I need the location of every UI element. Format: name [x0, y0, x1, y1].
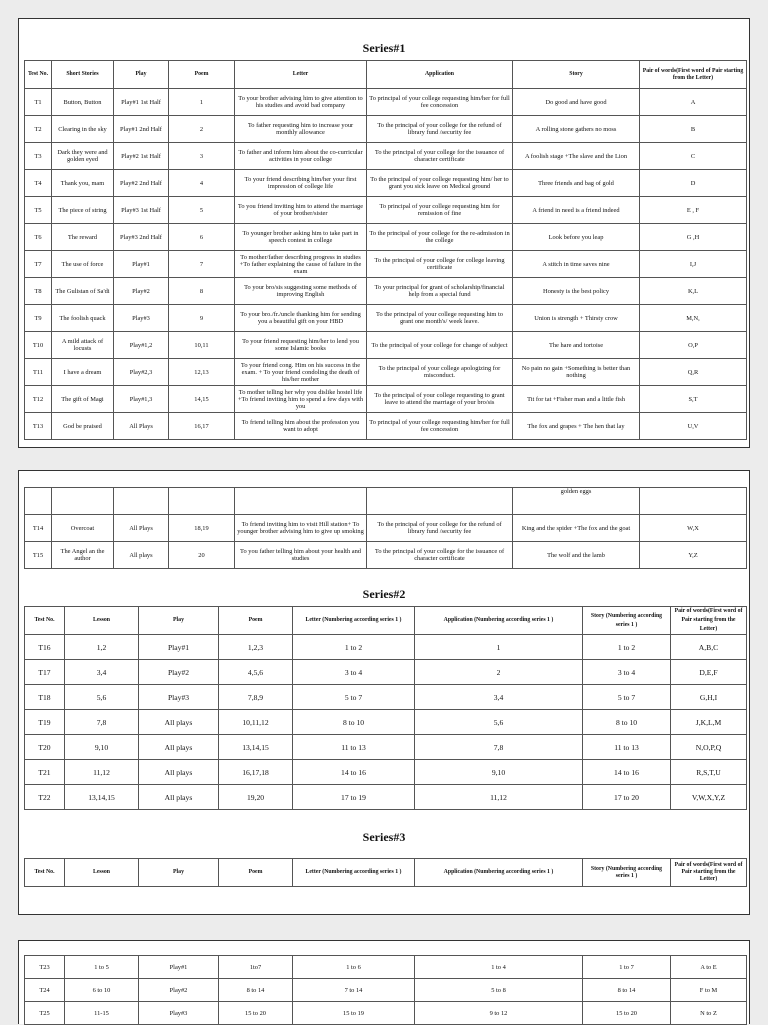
table-cell: 5 to 8	[415, 979, 583, 1002]
column-header: Play	[139, 607, 219, 635]
table-cell: To principal of your college requesting him for remission of fine	[367, 197, 513, 224]
series-2-title: Series#2	[362, 587, 406, 601]
table-cell: The fox and grapes + The hen that lay	[513, 413, 640, 440]
table-header-row	[25, 859, 747, 887]
table-cell: To father requesting him to increase your monthly allowance	[235, 116, 367, 143]
table-cell: All plays	[139, 785, 219, 810]
table-cell: 4	[169, 170, 235, 197]
table-cell: C	[640, 143, 747, 170]
column-header: Pair of words(First word of Pair starting from the Letter)	[671, 607, 747, 635]
table-cell: Q,R	[640, 359, 747, 386]
table-cell: Play#2,3	[114, 359, 169, 386]
table-cell: 1,2,3	[219, 635, 293, 660]
table-cell: A foolish stage +The slave and the Lion	[513, 143, 640, 170]
table-cell: M,N,	[640, 305, 747, 332]
table-cell: Play#2	[139, 660, 219, 685]
table-cell: T20	[25, 735, 65, 760]
table-cell: To your friend cong. Him on his success in the exam. + To your friend condoling the death of his/her mother	[235, 359, 367, 386]
table-cell: The foolish quack	[52, 305, 114, 332]
table-cell: The use of force	[52, 251, 114, 278]
table-cell: A	[640, 89, 747, 116]
table-cell: 20	[169, 542, 235, 569]
table-row	[25, 305, 747, 332]
table-cell: 17 to 20	[583, 785, 671, 810]
table-row	[25, 635, 747, 660]
table-cell: 3,4	[415, 685, 583, 710]
table-cell: Play#1	[139, 956, 219, 979]
table-cell: T17	[25, 660, 65, 685]
table-row	[25, 685, 747, 710]
column-header: Test No.	[25, 859, 65, 887]
table-row	[25, 89, 747, 116]
column-header: Pair of words(First word of Pair starting from the Letter)	[671, 859, 747, 887]
table-cell: 15 to 19	[293, 1002, 415, 1025]
table-cell: Dark they were and golden eyed	[52, 143, 114, 170]
table-cell: 8 to 10	[583, 710, 671, 735]
table-cell: 8 to 10	[293, 710, 415, 735]
document-page-2	[18, 470, 750, 915]
table-cell: 5	[169, 197, 235, 224]
table-row	[25, 332, 747, 359]
column-header: Application	[367, 61, 513, 89]
table-cell: T24	[25, 979, 65, 1002]
table-row	[25, 1002, 747, 1025]
table-cell: 17 to 19	[293, 785, 415, 810]
table-cell: The reward	[52, 224, 114, 251]
table-cell: The gift of Magi	[52, 386, 114, 413]
table-cell: 1,2	[65, 635, 139, 660]
table-cell: Overcoat	[52, 515, 114, 542]
table-cell: Clearing in the sky	[52, 116, 114, 143]
table-cell: To younger brother asking him to take part in speech contest in college	[235, 224, 367, 251]
table-cell: All plays	[139, 710, 219, 735]
table-cell: Play#2 2nd Half	[114, 170, 169, 197]
table-cell: 12,13	[169, 359, 235, 386]
table-row	[25, 542, 747, 569]
table-cell: D,E,F	[671, 660, 747, 685]
table-cell: U,V	[640, 413, 747, 440]
table-cell: To principal of your college requesting him/her for full fee concession	[367, 413, 513, 440]
series-3-table	[24, 955, 747, 1025]
table-row	[25, 488, 747, 515]
table-cell: 18,19	[169, 515, 235, 542]
table-cell: Thank you, mam	[52, 170, 114, 197]
table-header-row	[25, 61, 747, 89]
table-cell: 14 to 16	[583, 760, 671, 785]
table-cell: 2	[415, 660, 583, 685]
table-cell: The wolf and the lamb	[513, 542, 640, 569]
series-1-table-continued	[24, 487, 747, 569]
table-cell: The piece of string	[52, 197, 114, 224]
table-cell: All Plays	[114, 413, 169, 440]
table-cell: T13	[25, 413, 52, 440]
table-cell: T21	[25, 760, 65, 785]
table-cell: 11 to 13	[583, 735, 671, 760]
table-cell: To the principal of your college for the issuance of character certificate	[367, 143, 513, 170]
table-header-row	[25, 607, 747, 635]
table-cell: T6	[25, 224, 52, 251]
table-cell: 11,12	[415, 785, 583, 810]
table-cell: To your friend describing him/her your first impression of college life	[235, 170, 367, 197]
column-header: Poem	[219, 859, 293, 887]
table-cell: 6	[169, 224, 235, 251]
table-cell: A,B,C	[671, 635, 747, 660]
table-cell: 5,6	[65, 685, 139, 710]
table-cell: R,S,T,U	[671, 760, 747, 785]
table-cell: I,J	[640, 251, 747, 278]
table-cell: 2	[169, 116, 235, 143]
table-cell: I have a dream	[52, 359, 114, 386]
table-cell: T2	[25, 116, 52, 143]
table-cell: D	[640, 170, 747, 197]
column-header: Letter (Numbering according series 1 )	[293, 859, 415, 887]
table-cell: 11 to 13	[293, 735, 415, 760]
column-header: Letter	[235, 61, 367, 89]
table-row	[25, 143, 747, 170]
table-row	[25, 386, 747, 413]
table-cell: 16,17,18	[219, 760, 293, 785]
table-cell: A rolling stone gathers no moss	[513, 116, 640, 143]
table-cell: T5	[25, 197, 52, 224]
table-cell: 7,8,9	[219, 685, 293, 710]
table-cell: B	[640, 116, 747, 143]
table-cell: 19,20	[219, 785, 293, 810]
table-cell: A stitch in time saves nine	[513, 251, 640, 278]
table-cell: Tit for tat +Fisher man and a little fish	[513, 386, 640, 413]
table-cell: 3 to 4	[293, 660, 415, 685]
table-row	[25, 116, 747, 143]
table-cell: T18	[25, 685, 65, 710]
table-cell: 1 to 6	[293, 956, 415, 979]
table-row	[25, 278, 747, 305]
table-cell: Play#2	[114, 278, 169, 305]
table-cell: 5 to 7	[293, 685, 415, 710]
table-cell: To father and inform him about the co-curricular activities in your college	[235, 143, 367, 170]
table-cell: 3,4	[65, 660, 139, 685]
table-cell: 1	[169, 89, 235, 116]
column-header: Play	[139, 859, 219, 887]
series-3-title: Series#3	[362, 830, 406, 844]
table-cell: To your brother advising him to give attention to his studies and avoid bad company	[235, 89, 367, 116]
table-cell: T23	[25, 956, 65, 979]
series-2-table	[24, 606, 747, 810]
table-row	[25, 710, 747, 735]
document-page-1	[18, 18, 750, 448]
table-cell: 9,10	[415, 760, 583, 785]
table-cell: 7 to 14	[293, 979, 415, 1002]
table-cell: T16	[25, 635, 65, 660]
table-cell: 8	[169, 278, 235, 305]
table-cell: Y,Z	[640, 542, 747, 569]
table-cell: Play#3 1st Half	[114, 197, 169, 224]
column-header: Lesson	[65, 859, 139, 887]
column-header: Application (Numbering according series 1 )	[415, 607, 583, 635]
table-cell: To friend telling him about the profession you want to adopt	[235, 413, 367, 440]
table-cell: To your principal for grant of scholarship/financial help from a special fund	[367, 278, 513, 305]
table-cell: N to Z	[671, 1002, 747, 1025]
table-cell: To your bro/sis suggesting some methods of improving English	[235, 278, 367, 305]
table-row	[25, 224, 747, 251]
column-header: Poem	[169, 61, 235, 89]
table-cell: A friend in need is a friend indeed	[513, 197, 640, 224]
table-cell: To your bro./fr./uncle thanking him for sending you a beautiful gift on your HBD	[235, 305, 367, 332]
table-cell: Do good and have good	[513, 89, 640, 116]
table-cell: 10,11	[169, 332, 235, 359]
table-cell: T12	[25, 386, 52, 413]
table-cell: 11-15	[65, 1002, 139, 1025]
table-cell: T1	[25, 89, 52, 116]
column-header: Letter (Numbering according series 1 )	[293, 607, 415, 635]
column-header: Play	[114, 61, 169, 89]
table-cell: To the principal of your college for the issuance of character certificate	[367, 542, 513, 569]
table-cell: 1 to 7	[583, 956, 671, 979]
table-cell: Play#3 2nd Half	[114, 224, 169, 251]
table-cell: To mother telling her why you dislike hostel life +To friend inviting him to spend a few days with you	[235, 386, 367, 413]
column-header: Story (Numbering according series 1 )	[583, 607, 671, 635]
table-cell: 8 to 14	[583, 979, 671, 1002]
column-header: Story (Numbering according series 1 )	[583, 859, 671, 887]
table-cell: J,K,L,M	[671, 710, 747, 735]
column-header: Lesson	[65, 607, 139, 635]
table-cell: E , F	[640, 197, 747, 224]
table-cell: K,L	[640, 278, 747, 305]
series-3-header-table	[24, 858, 747, 887]
table-row	[25, 197, 747, 224]
column-header: Application (Numbering according series 1 )	[415, 859, 583, 887]
table-cell: A to E	[671, 956, 747, 979]
table-cell: T7	[25, 251, 52, 278]
table-cell: To the principal of your college for the refund of library fund /security fee	[367, 116, 513, 143]
table-cell: Honesty is the best policy	[513, 278, 640, 305]
table-cell: N,O,P,Q	[671, 735, 747, 760]
table-cell: God be praised	[52, 413, 114, 440]
table-cell: 1 to 2	[583, 635, 671, 660]
table-cell: T15	[25, 542, 52, 569]
table-cell: 3 to 4	[583, 660, 671, 685]
table-cell: 13,14,15	[219, 735, 293, 760]
table-cell: 9 to 12	[415, 1002, 583, 1025]
table-cell: T9	[25, 305, 52, 332]
table-cell: To the principal of your college for the re-admission in the college	[367, 224, 513, 251]
table-cell: Play#1 2nd Half	[114, 116, 169, 143]
column-header: Test No.	[25, 61, 52, 89]
table-cell: T11	[25, 359, 52, 386]
column-header: Pair of words(First word of Pair starting from the Letter)	[640, 61, 747, 89]
table-cell: 10,11,12	[219, 710, 293, 735]
table-cell: A mild attack of locusts	[52, 332, 114, 359]
table-cell: To the principal of your college for change of subject	[367, 332, 513, 359]
table-cell: 14,15	[169, 386, 235, 413]
table-cell: All plays	[139, 735, 219, 760]
table-cell: 15 to 20	[583, 1002, 671, 1025]
table-cell: To you father telling him about your health and studies	[235, 542, 367, 569]
table-cell: Play#1 1st Half	[114, 89, 169, 116]
column-header: Test No.	[25, 607, 65, 635]
table-cell: Play#1	[139, 635, 219, 660]
table-row	[25, 956, 747, 979]
table-cell: No pain no gain +Something is better than nothing	[513, 359, 640, 386]
table-cell: T14	[25, 515, 52, 542]
table-cell: To the principal of your college requesting to grant leave to attend the marriage of your bro/sis	[367, 386, 513, 413]
table-cell: 3	[169, 143, 235, 170]
table-cell: The Gulistan of Sa'di	[52, 278, 114, 305]
table-row	[25, 515, 747, 542]
table-cell: The Angel an the author	[52, 542, 114, 569]
table-row	[25, 785, 747, 810]
table-row	[25, 979, 747, 1002]
table-cell: S,T	[640, 386, 747, 413]
table-cell: To the principal of your college requesting him/ her to grant you sick leave on Medical ground	[367, 170, 513, 197]
series-1-title: Series#1	[362, 41, 406, 55]
table-cell: 9	[169, 305, 235, 332]
table-cell: 9,10	[65, 735, 139, 760]
table-cell: Play#3	[114, 305, 169, 332]
table-cell: 1 to 4	[415, 956, 583, 979]
table-cell: 5,6	[415, 710, 583, 735]
table-cell: Union is strength + Thirsty crow	[513, 305, 640, 332]
table-cell: 11,12	[65, 760, 139, 785]
table-row	[25, 359, 747, 386]
table-cell: Look before you leap	[513, 224, 640, 251]
table-cell: Button, Button	[52, 89, 114, 116]
column-header: Short Stories	[52, 61, 114, 89]
table-cell: Play#1	[114, 251, 169, 278]
table-cell: T19	[25, 710, 65, 735]
table-cell: To you friend inviting him to attend the marriage of your brother/sister	[235, 197, 367, 224]
table-cell: O,P	[640, 332, 747, 359]
table-cell: To the principal of your college apologizing for misconduct.	[367, 359, 513, 386]
table-cell: G ,H	[640, 224, 747, 251]
table-cell: To your friend requesting him/her to lend you some Islamic books	[235, 332, 367, 359]
table-cell: T3	[25, 143, 52, 170]
series-1-table	[24, 60, 747, 440]
table-cell: Play#2 1st Half	[114, 143, 169, 170]
table-cell: Play#3	[139, 685, 219, 710]
document-page-3	[18, 940, 750, 1024]
table-cell: 13,14,15	[65, 785, 139, 810]
table-cell: Play#3	[139, 1002, 219, 1025]
table-cell: To the principal of your college for the refund of library fund /security fee	[367, 515, 513, 542]
table-cell: 14 to 16	[293, 760, 415, 785]
table-cell: V,W,X,Y,Z	[671, 785, 747, 810]
table-cell: T25	[25, 1002, 65, 1025]
table-cell: 4,5,6	[219, 660, 293, 685]
table-cell: 16,17	[169, 413, 235, 440]
table-cell: Play#2	[139, 979, 219, 1002]
table-cell: 7,8	[415, 735, 583, 760]
table-row	[25, 170, 747, 197]
table-cell: F to M	[671, 979, 747, 1002]
table-cell: 6 to 10	[65, 979, 139, 1002]
table-cell: 1 to 2	[293, 635, 415, 660]
table-cell: To the principal of your college for college leaving certificate	[367, 251, 513, 278]
table-cell: 15 to 20	[219, 1002, 293, 1025]
table-cell: 7	[169, 251, 235, 278]
column-header: Story	[513, 61, 640, 89]
table-cell: Play#1,3	[114, 386, 169, 413]
table-cell: King and the spider +The fox and the goat	[513, 515, 640, 542]
table-cell: 1to7	[219, 956, 293, 979]
table-cell: 1	[415, 635, 583, 660]
table-cell: W,X	[640, 515, 747, 542]
table-cell: 1 to 5	[65, 956, 139, 979]
table-cell: T22	[25, 785, 65, 810]
table-cell: 8 to 14	[219, 979, 293, 1002]
table-cell: golden eggs	[513, 488, 640, 515]
table-cell: All plays	[114, 542, 169, 569]
table-cell: To principal of your college requesting him/her for full fee concession	[367, 89, 513, 116]
table-cell: 5 to 7	[583, 685, 671, 710]
column-header: Poem	[219, 607, 293, 635]
table-row	[25, 251, 747, 278]
table-cell: All Plays	[114, 515, 169, 542]
table-row	[25, 413, 747, 440]
table-row	[25, 760, 747, 785]
table-cell: All plays	[139, 760, 219, 785]
table-cell: To friend inviting him to visit Hill station+ To younger brother advising him to give up smoking	[235, 515, 367, 542]
table-cell: T10	[25, 332, 52, 359]
table-cell: Three friends and bag of gold	[513, 170, 640, 197]
table-cell: To the principal of your college requesting him to grant one month's/ week leave.	[367, 305, 513, 332]
table-cell: G,H,I	[671, 685, 747, 710]
table-cell: 7,8	[65, 710, 139, 735]
table-cell: To mother/father describing progress in studies +To father explaining the cause of failure in the exam	[235, 251, 367, 278]
table-row	[25, 660, 747, 685]
table-cell: T4	[25, 170, 52, 197]
table-row	[25, 735, 747, 760]
table-cell: Play#1,2	[114, 332, 169, 359]
table-cell: The hare and tortoise	[513, 332, 640, 359]
table-cell: T8	[25, 278, 52, 305]
